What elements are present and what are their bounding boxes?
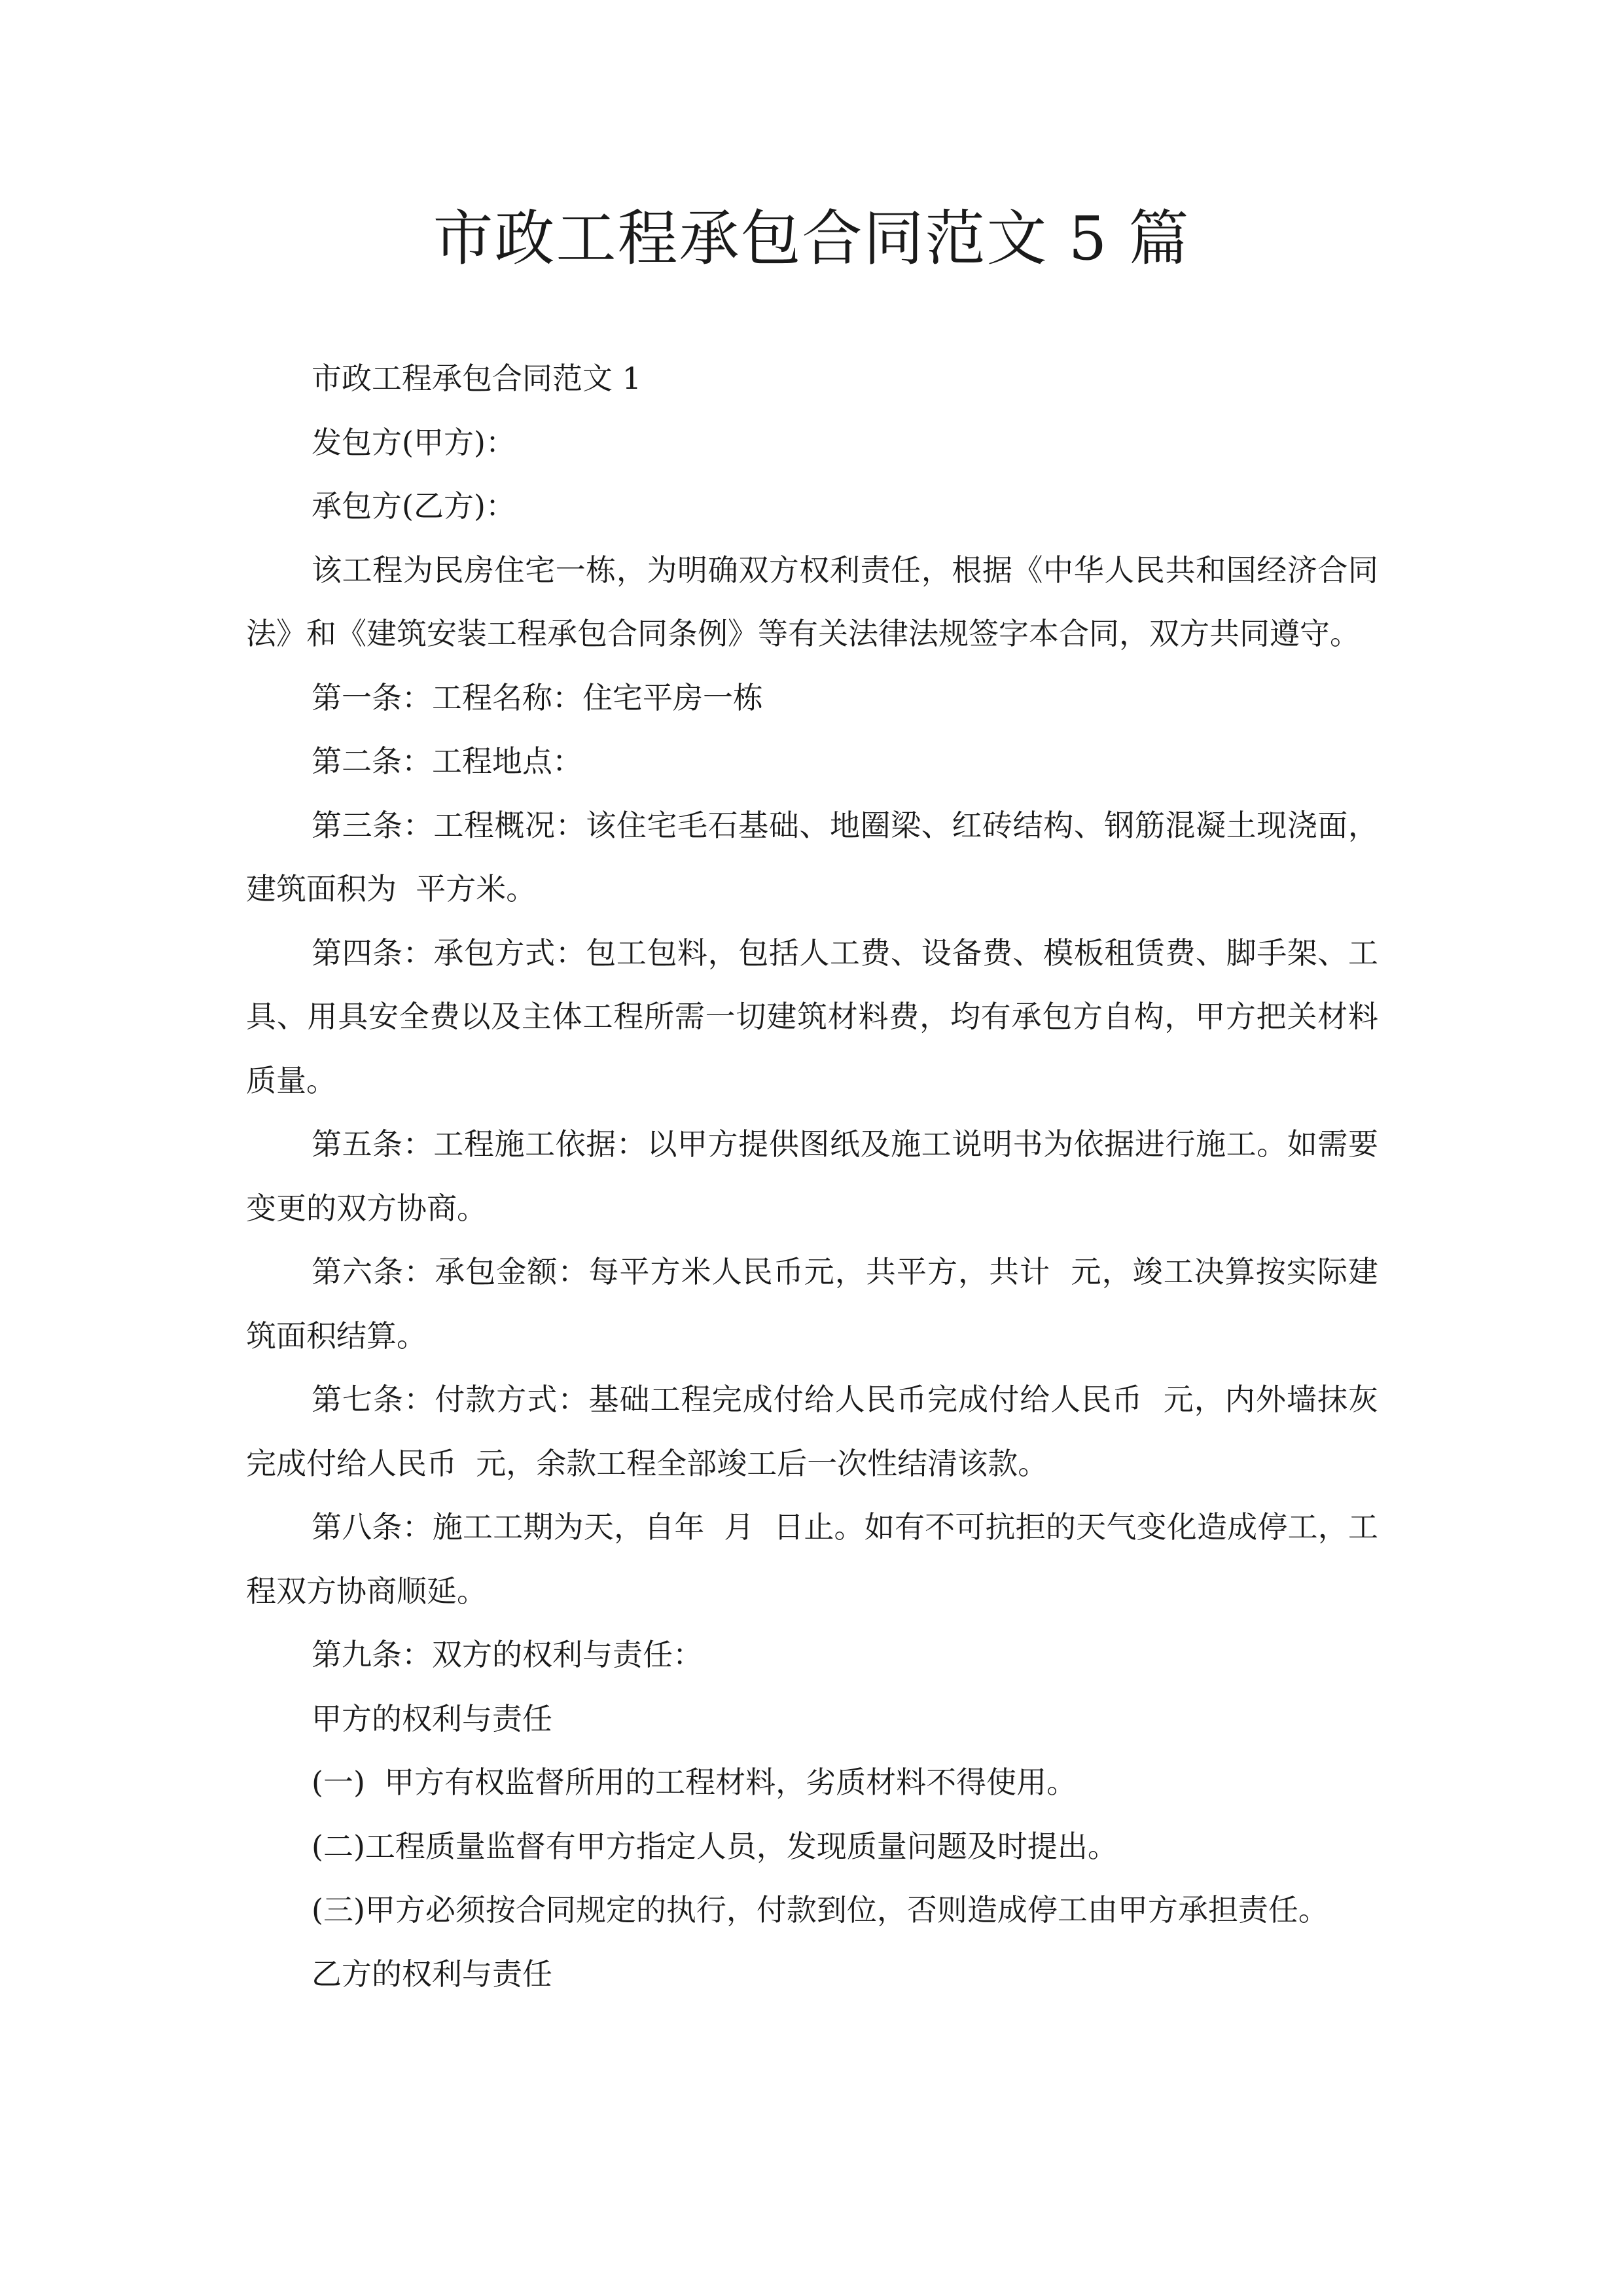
paragraph-party-a: 发包方(甲方)： (312, 424, 516, 460)
paragraph-article-4: 第四条：承包方式：包工包料，包括人工费、设备费、模板租赁费、脚手架、工具、用具安全费以及主体工程所需一切建筑材料费，均有承包方自构，甲方把关材料质量。 (246, 935, 1378, 1098)
paragraph-party-a-item-3: (三)甲方必须按合同规定的执行，付款到位，否则造成停工由甲方承担责任。 (312, 1892, 1329, 1928)
paragraph-preamble: 该工程为民房住宅一栋，为明确双方权利责任，根据《中华人民共和国经济合同法》和《建筑安装工程承包合同条例》等有关法律法规签字本合同，双方共同遵守。 (246, 552, 1378, 651)
paragraph-article-8: 第八条：施工工期为天，自年 月 日止。如有不可抗拒的天气变化造成停工，工程双方协商顺延。 (246, 1509, 1378, 1609)
paragraph-article-1: 第一条：工程名称：住宅平房一栋 (312, 679, 763, 715)
paragraph-party-a-item-1: (一) 甲方有权监督所用的工程材料，劣质材料不得使用。 (312, 1765, 1077, 1800)
paragraph-article-5: 第五条：工程施工依据：以甲方提供图纸及施工说明书为依据进行施工。如需要变更的双方协商。 (246, 1126, 1378, 1226)
document-title: 市政工程承包合同范文 5 篇 (433, 204, 1190, 274)
document-body (246, 347, 1378, 2006)
paragraph-party-a-item-2: (二)工程质量监督有甲方指定人员，发现质量问题及时提出。 (312, 1828, 1118, 1864)
paragraph-party-b-rights-heading: 乙方的权利与责任 (312, 1956, 552, 1992)
paragraph-article-2: 第二条：工程地点： (312, 744, 582, 779)
paragraph-article-9: 第九条：双方的权利与责任： (312, 1637, 703, 1672)
paragraph-article-3: 第三条：工程概况：该住宅毛石基础、地圈梁、红砖结构、钢筋混凝土现浇面，建筑面积为 平方米。 (246, 807, 1378, 906)
paragraph-article-6: 第六条：承包金额：每平方米人民币元，共平方，共计 元，竣工决算按实际建筑面积结算。 (246, 1254, 1378, 1354)
paragraph-article-7: 第七条：付款方式：基础工程完成付给人民币完成付给人民币 元，内外墙抹灰完成付给人民币 元，余款工程全部竣工后一次性结清该款。 (246, 1382, 1378, 1481)
paragraph-party-a-rights-heading: 甲方的权利与责任 (312, 1700, 552, 1736)
paragraph-party-b: 承包方(乙方)： (312, 488, 516, 524)
paragraph-contract-heading: 市政工程承包合同范文 1 (312, 361, 641, 396)
